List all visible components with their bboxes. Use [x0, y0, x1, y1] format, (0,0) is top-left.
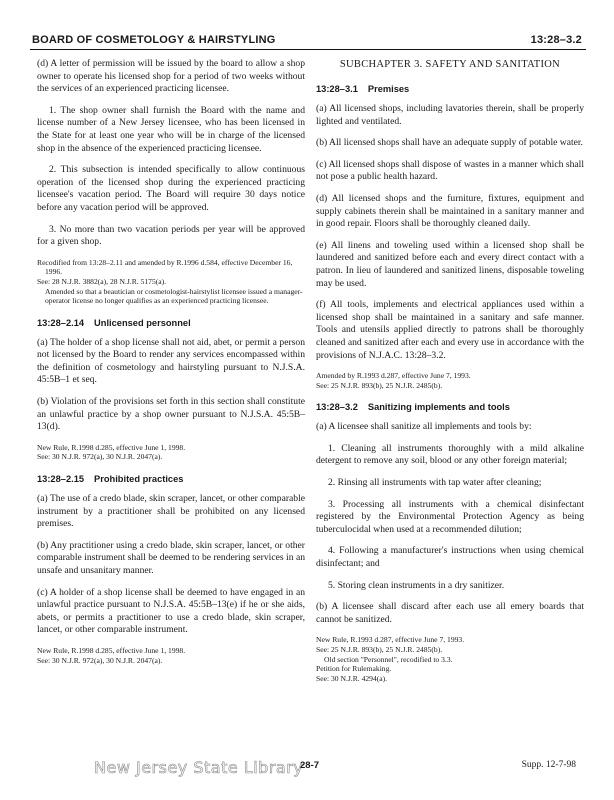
note-line: New Rule, R.1998 d.285, effective June 1, 1998.	[37, 645, 186, 655]
note-line: New Rule, R.1998 d.285, effective June 1, 1998.	[37, 442, 186, 452]
paragraph-d: (d) A letter of permission will be issued by the board to allow a shop owner to operate his licensed shop for a period of two weeks without the services of an experienced practicing licensee.	[37, 58, 305, 95]
note-line: Amended so that a beautician or cosmetologist-hairstylist licensee issued a manager-operator license no longer qualifies as an experienced practicing licensee.	[45, 286, 303, 306]
page-number: 28-7	[300, 760, 320, 771]
section-title: Prohibited practices	[94, 474, 184, 485]
paragraph: (a) The holder of a shop license shall not aid, abet, or permit a person not licensed by the Board to render any services encompassed within the definition of cosmetology and hairstyling pursuant to N.J.S.A. 45:5B–1 et seq.	[37, 336, 305, 386]
paragraph: (e) All linens and toweling used within a licensed shop shall be laundered and sanitized before each and every direct contact with a patron. In lieu of laundered and sanitized linens, disposable toweling may be used.	[316, 239, 584, 289]
section-heading	[37, 318, 305, 328]
paragraph: (d) All licensed shops and the furniture, fixtures, equipment and supply cabinets therein shall be maintained in a sanitary manner and in good repair. Floors shall be thoroughly cleaned daily.	[316, 192, 584, 230]
paragraph: (b) Any practitioner using a credo blade, skin scraper, lancet, or other comparable instrument shall be deemed to be rendering services in an unsafe and unsanitary manner.	[37, 539, 305, 576]
list-item-2: 2. This subsection is intended specifically to allow continuous operation of the licensed shop during the experienced practicing licensee's vacation period. The Board will require 30 days notice before any vacation period will be approved.	[37, 164, 305, 213]
note-line: Amended by R.1993 d.287, effective June 7, 1993.	[316, 371, 471, 381]
list-item-3: 3. No more than two vacation periods per year will be approved for a given shop.	[37, 223, 305, 248]
note-line: Petition for Rulemaking.	[316, 664, 392, 674]
history-note	[37, 646, 305, 665]
list-item-1: 1. The shop owner shall furnish the Board with the name and license number of a New Jersey licensee, who has been licensed in the State for at least one year who will be in charge of the licensed shop in the absence of the experienced practicing licensee.	[37, 104, 305, 154]
note-line: Recodified from 13:28–2.11 and amended by R.1996 d.584, effective December 16, 1996.	[37, 257, 293, 277]
section-number: 13:28–3.1	[316, 84, 358, 94]
note-line: See: 30 N.J.R. 4294(a).	[316, 673, 388, 683]
note-line: See: 25 N.J.R. 893(b), 25 N.J.R. 2485(b).	[316, 380, 443, 390]
paragraph: (c) A holder of a shop license shall be deemed to have engaged in an unlawful practice pursuant to N.J.S.A. 45:5B–13(e) if he or she aids, abets, or permits a practitioner to use a credo blade, skin scraper, lancet, or other comparable instrument.	[37, 586, 305, 636]
library-watermark: New Jersey State Library	[94, 758, 304, 777]
running-header	[30, 33, 586, 50]
section-title: Premises	[367, 84, 410, 94]
section-number: 13:28–2.14	[37, 317, 85, 328]
right-column	[316, 58, 584, 695]
header-section-number: 13:28–3.2	[530, 34, 582, 46]
note-line: Old section "Personnel", recodified to 3.3.	[324, 654, 453, 664]
section-number: 13:28–2.15	[37, 474, 85, 485]
left-column	[37, 58, 305, 677]
list-item: 1. Cleaning all instruments thoroughly with a mild alkaline detergent to remove any soil, blood or any other foreign material;	[316, 442, 584, 467]
section-number: 13:28–3.2	[316, 402, 358, 413]
list-item: 3. Processing all instruments with a chemical disinfectant registered by the Environmental Protection Agency as being tuberculocidal when used at a recommended dilution;	[316, 498, 584, 535]
header-title: BOARD OF COSMETOLOGY & HAIRSTYLING	[32, 34, 276, 46]
note-line: See: 30 N.J.R. 972(a), 30 N.J.R. 2047(a).	[37, 452, 163, 462]
note-line: New Rule, R.1993 d.287, effective June 7, 1993.	[316, 635, 465, 645]
note-line: See: 25 N.J.R. 893(b), 25 N.J.R. 2485(b).	[316, 645, 443, 654]
paragraph: (b) Violation of the provisions set forth in this section shall constitute an unlawful practice by a shop owner pursuant to N.J.S.A. 45:5B–13(d).	[37, 396, 305, 433]
note-line: See: 28 N.J.R. 3882(a), 28 N.J.R. 5175(a).	[37, 276, 167, 286]
list-item: 2. Rinsing all instruments with tap water after cleaning;	[328, 477, 542, 489]
paragraph: (a) All licensed shops, including lavatories therein, shall be properly lighted and ventilated.	[316, 103, 584, 127]
paragraph: (c) All licensed shops shall dispose of wastes in a manner which shall not pose a public health hazard.	[316, 158, 584, 183]
section-heading	[37, 474, 305, 484]
paragraph: (a) A licensee shall sanitize all implements and tools by:	[316, 421, 532, 433]
list-item: 5. Storing clean instruments in a dry sanitizer.	[328, 579, 505, 591]
history-note	[37, 258, 305, 306]
section-heading	[316, 84, 584, 94]
subchapter-heading: SUBCHAPTER 3. SAFETY AND SANITATION	[339, 59, 561, 70]
supplement-date: Supp. 12-7-98	[521, 760, 576, 770]
section-heading	[316, 402, 584, 412]
note-line: See: 30 N.J.R. 972(a), 30 N.J.R. 2047(a).	[37, 655, 163, 665]
section-title: Sanitizing implements and tools	[367, 402, 510, 413]
section-title: Unlicensed personnel	[94, 317, 191, 328]
history-note	[316, 635, 584, 683]
list-item: 4. Following a manufacturer's instructions when using chemical disinfectant; and	[316, 545, 584, 570]
paragraph: (a) The use of a credo blade, skin scraper, lancet, or other comparable instrument by a practitioner shall be prohibited on any licensed premises.	[37, 493, 305, 530]
paragraph: (b) A licensee shall discard after each use all emery boards that cannot be sanitized.	[316, 601, 584, 625]
history-note	[37, 443, 305, 462]
history-note	[316, 371, 584, 390]
paragraph: (b) All licensed shops shall have an adequate supply of potable water.	[316, 137, 583, 149]
paragraph: (f) All tools, implements and electrical appliances used within a licensed shop shall be maintained in a sanitary and safe manner. Tools and utensils applied directly to patrons shall be thoroughly cleaned and sanitized after each and every use in accordance with the provisions of N.J.A.C. 13:28–3.2.	[316, 299, 584, 361]
